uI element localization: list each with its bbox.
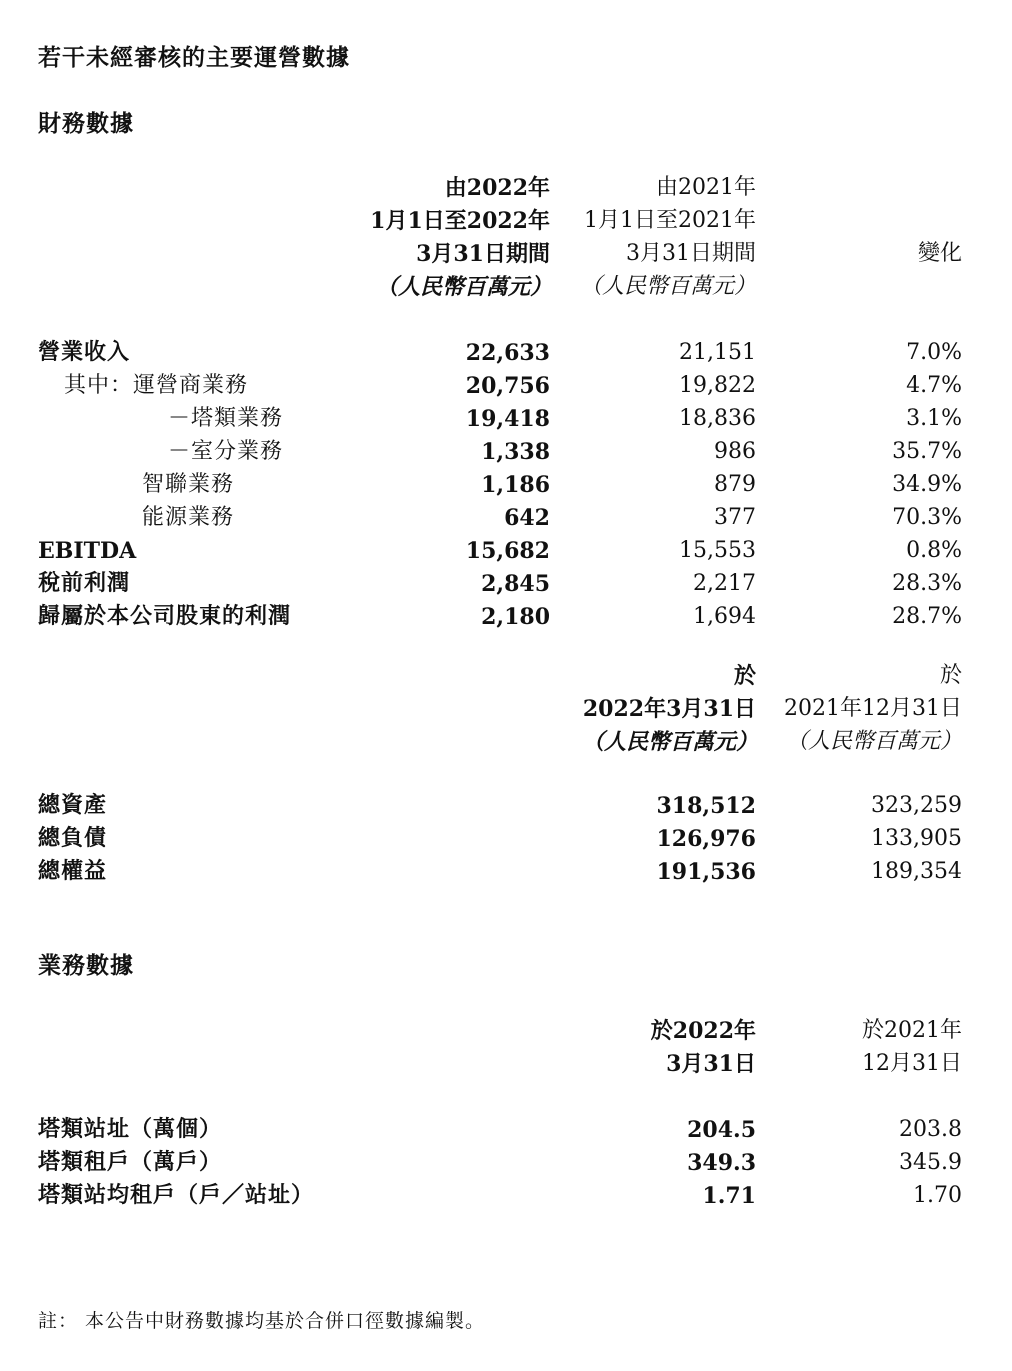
fin-row-value-2022: 1,338 <box>481 439 550 465</box>
bal-col-2022-header-line1: 於 <box>733 663 756 689</box>
fin-col-2021-header-line1: 由2021年 <box>656 175 756 200</box>
fin-row-value-2022: 22,633 <box>465 340 550 366</box>
bal-row-value-2021: 133,905 <box>871 826 962 851</box>
op-row-label: 塔類站址（萬個） <box>38 1117 223 1142</box>
bal-row-value-2022: 191,536 <box>656 859 756 885</box>
fin-row-label: －室分業務 <box>168 439 284 464</box>
bal-row-value-2021: 323,259 <box>871 793 962 818</box>
fin-row-label: －塔類業務 <box>168 406 284 431</box>
fin-row-change: 70.3% <box>892 505 962 530</box>
fin-row-value-2022: 15,682 <box>465 538 550 564</box>
page-title: 若干未經審核的主要運營數據 <box>38 45 350 71</box>
fin-row-value-2021: 21,151 <box>679 340 756 365</box>
op-row-value-2022: 204.5 <box>687 1117 756 1143</box>
financial-section-heading: 財務數據 <box>38 111 134 137</box>
bal-row-label: 總權益 <box>38 859 108 884</box>
fin-row-label: 其中：運營商業務 <box>64 373 249 398</box>
bal-col-2022-unit: （人民幣百萬元） <box>581 729 758 755</box>
fin-row-value-2021: 986 <box>714 439 756 464</box>
op-col-2021-header-line2: 12月31日 <box>862 1051 962 1076</box>
fin-col-2022-header-line3: 3月31日期間 <box>416 241 550 267</box>
op-row-value-2022: 1.71 <box>702 1183 756 1209</box>
bal-row-value-2022: 318,512 <box>656 793 756 819</box>
bal-col-2021-header-line2: 2021年12月31日 <box>784 696 962 721</box>
fin-row-value-2022: 2,180 <box>481 604 550 630</box>
fin-row-value-2022: 19,418 <box>465 406 550 432</box>
fin-col-2022-header-line1: 由2022年 <box>444 175 550 201</box>
op-col-2022-header-line2: 3月31日 <box>666 1051 756 1077</box>
fin-row-value-2022: 2,845 <box>481 571 550 597</box>
fin-col-2022-header-line2: 1月1日至2022年 <box>370 208 550 234</box>
bal-row-value-2022: 126,976 <box>656 826 756 852</box>
fin-row-value-2021: 19,822 <box>679 373 756 398</box>
fin-row-change: 3.1% <box>906 406 962 431</box>
fin-row-label: EBITDA <box>38 538 137 564</box>
op-col-2021-header-line1: 於2021年 <box>862 1018 962 1043</box>
operational-section-heading: 業務數據 <box>38 953 134 979</box>
op-row-value-2022: 349.3 <box>687 1150 756 1176</box>
fin-row-change: 0.8% <box>906 538 962 563</box>
fin-row-label: 歸屬於本公司股東的利潤 <box>38 604 292 629</box>
fin-col-2021-unit: （人民幣百萬元） <box>579 274 756 299</box>
fin-row-change: 34.9% <box>892 472 962 497</box>
fin-row-label: 營業收入 <box>38 340 131 365</box>
op-row-value-2021: 203.8 <box>899 1117 962 1142</box>
fin-row-value-2021: 879 <box>714 472 756 497</box>
bal-col-2021-unit: （人民幣百萬元） <box>785 729 962 754</box>
fin-row-label: 智聯業務 <box>142 472 235 497</box>
fin-row-value-2021: 377 <box>714 505 756 530</box>
fin-row-value-2022: 20,756 <box>465 373 550 399</box>
fin-row-label: 能源業務 <box>142 505 235 530</box>
fin-row-change: 7.0% <box>906 340 962 365</box>
fin-col-2021-header-line3: 3月31日期間 <box>626 241 756 266</box>
fin-row-value-2021: 2,217 <box>693 571 756 596</box>
fin-row-change: 28.7% <box>892 604 962 629</box>
fin-col-2022-unit: （人民幣百萬元） <box>375 274 552 300</box>
fin-col-change-header: 變化 <box>917 241 962 266</box>
op-row-label: 塔類站均租戶（戶／站址） <box>38 1183 315 1208</box>
fin-row-value-2022: 642 <box>504 505 550 531</box>
op-row-label: 塔類租戶（萬戶） <box>38 1150 223 1175</box>
bal-row-label: 總資產 <box>38 793 108 818</box>
fin-row-value-2021: 18,836 <box>679 406 756 431</box>
op-col-2022-header-line1: 於2022年 <box>650 1018 756 1044</box>
footnote: 註： 本公告中財務數據均基於合併口徑數據編製。 <box>38 1310 486 1332</box>
fin-col-2021-header-line2: 1月1日至2021年 <box>584 208 756 233</box>
bal-col-2021-header-line1: 於 <box>939 663 962 688</box>
op-row-value-2021: 1.70 <box>913 1183 962 1208</box>
fin-row-value-2021: 1,694 <box>693 604 756 629</box>
bal-col-2022-header-line2: 2022年3月31日 <box>582 696 756 722</box>
op-row-value-2021: 345.9 <box>899 1150 962 1175</box>
fin-row-value-2022: 1,186 <box>481 472 550 498</box>
fin-row-label: 稅前利潤 <box>38 571 131 596</box>
fin-row-change: 35.7% <box>892 439 962 464</box>
fin-row-change: 28.3% <box>892 571 962 596</box>
fin-row-value-2021: 15,553 <box>679 538 756 563</box>
fin-row-change: 4.7% <box>906 373 962 398</box>
bal-row-label: 總負債 <box>38 826 108 851</box>
bal-row-value-2021: 189,354 <box>871 859 962 884</box>
